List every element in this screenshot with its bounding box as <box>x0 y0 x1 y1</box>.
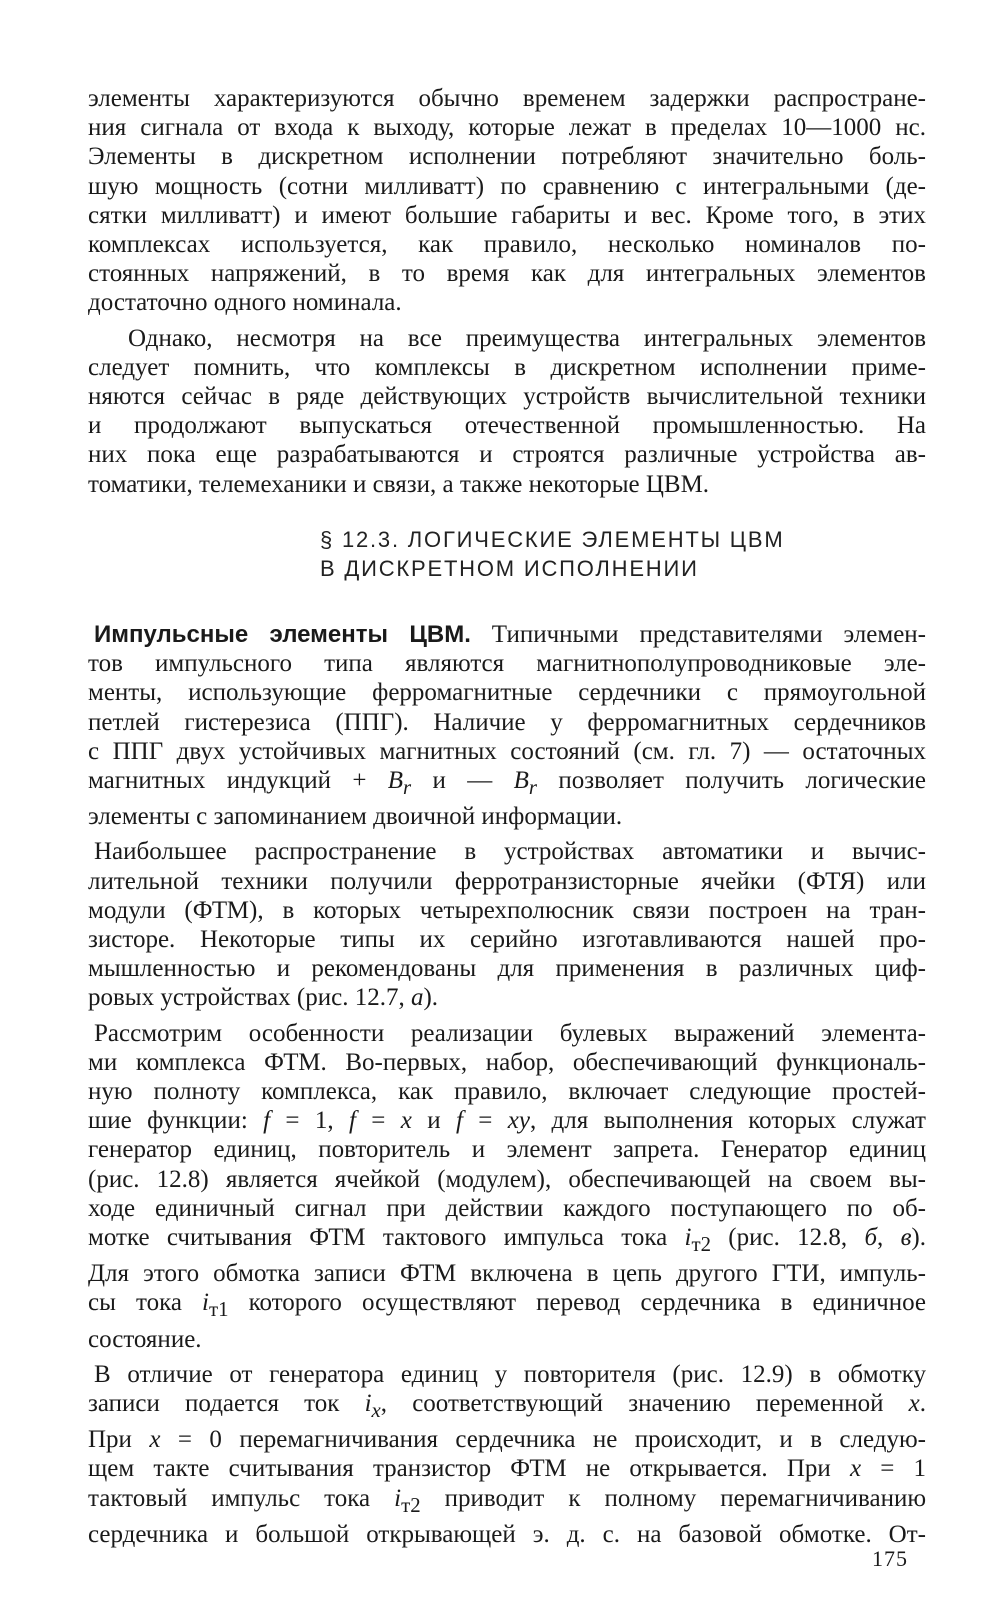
text-line: менты, использующие ферромагнитные сердечники с прямоугольной <box>88 679 926 707</box>
paragraph-repeater <box>88 1360 926 1549</box>
text-line: ния сигнала от входа к выходу, которые лежат в пределах 10—1000 нс. <box>88 114 926 142</box>
paragraph-however <box>88 324 926 499</box>
text-line: элементы с запоминанием двоичной информации. <box>88 803 623 831</box>
text-line: стоянных напряжений, в то время как для интегральных элементов <box>88 260 926 288</box>
section-heading-line: § 12.3. ЛОГИЧЕСКИЕ ЭЛЕМЕНТЫ ЦВМ <box>320 527 785 552</box>
section-heading-line: В ДИСКРЕТНОМ ИСПОЛНЕНИИ <box>320 556 699 581</box>
text-line: тактовый импульс тока $i_{т2}$ приводит к полному перемагничиванию <box>88 1484 926 1517</box>
text-line: лительной техники получили ферротранзисторные ячейки (ФТЯ) или <box>88 867 926 895</box>
text-line: модули (ФТМ), в которых четырехполюсник связи построен на тран- <box>88 896 926 924</box>
paragraph-ftm <box>88 837 926 1012</box>
text-line: генератор единиц, повторитель и элемент запрета. Генератор единиц <box>88 1136 926 1164</box>
text-line: Импульсные элементы ЦВМ. Типичными представителями элемен- <box>94 621 926 648</box>
text-line: сы тока $i_{т1}$ которого осуществляют перевод сердечника в единичное <box>88 1289 926 1322</box>
paragraph-boolean <box>88 1019 926 1354</box>
paragraph-impulse-elements <box>88 620 926 831</box>
text-line: Элементы в дискретном исполнении потребляют значительно боль- <box>88 143 926 171</box>
top-text <box>88 84 926 505</box>
text-line: магнитных индукций + $B_r$ и — $B_r$ позволяет получить логические <box>88 767 926 800</box>
text-line: петлей гистерезиса (ППГ). Наличие у ферромагнитных сердечников <box>88 708 926 736</box>
text-line: ми комплекса ФТМ. Во-первых, набор, обеспечивающий функциональ- <box>88 1048 926 1076</box>
text-line: В отличие от генератора единиц у повторителя (рис. 12.9) в обмотку <box>94 1360 926 1388</box>
text-line: состояние. <box>88 1325 202 1353</box>
text-line: зисторе. Некоторые типы их серийно изготавливаются нашей про- <box>88 926 926 954</box>
text-line: ровых устройствах (рис. 12.7, а). <box>88 984 439 1012</box>
text-line: шие функции: f = 1, f = x и f = xy, для выполнения которых служат <box>88 1107 926 1135</box>
text-line: элементы характеризуются обычно временем задержки распростране- <box>88 85 926 112</box>
text-line: ную полноту комплекса, как правило, включает следующие простей- <box>88 1078 926 1106</box>
text-line: мотке считывания ФТМ тактового импульса тока $i_{т2}$ (рис. 12.8, б, в). <box>88 1224 926 1257</box>
text-line: (рис. 12.8) является ячейкой (модулем), обеспечивающей на своем вы- <box>88 1165 926 1193</box>
text-line: При x = 0 перемагничивания сердечника не происходит, и в следую- <box>88 1426 926 1454</box>
text-line: няются сейчас в ряде действующих устройств вычислительной техники <box>88 383 926 411</box>
text-line: Рассмотрим особенности реализации булевых выражений элемента- <box>94 1019 926 1047</box>
text-line: достаточно одного номинала. <box>88 289 402 317</box>
text-line: тов импульсного типа являются магнитнополупроводниковые эле- <box>88 650 926 678</box>
run-in-heading: Импульсные элементы ЦВМ. <box>94 621 471 648</box>
text-line: и продолжают выпускаться отечественной промышленностью. На <box>88 412 926 440</box>
section-heading <box>320 525 785 583</box>
text-line: томатики, телемеханики и связи, а также некоторые ЦВМ. <box>88 470 710 498</box>
bottom-text <box>88 620 926 1555</box>
paragraph-delay <box>88 84 926 318</box>
page-number: 175 <box>872 1546 908 1571</box>
text-line: сятки милливатт) и имеют большие габариты и вес. Кроме того, в этих <box>88 201 926 229</box>
text-line: Наибольшее распространение в устройствах автоматики и вычис- <box>94 838 926 866</box>
text-line: них пока еще разрабатываются и строятся различные устройства ав- <box>88 441 926 469</box>
text-line: Для этого обмотка записи ФТМ включена в цепь другого ГТИ, импуль- <box>88 1260 926 1288</box>
text-line: комплексах используется, как правило, несколько номиналов по- <box>88 231 926 259</box>
text-line: мышленностью и рекомендованы для применения в различных циф- <box>88 955 926 983</box>
text-line: щем такте считывания транзистор ФТМ не открывается. При x = 1 <box>88 1455 926 1483</box>
text-line: ходе единичный сигнал при действии каждого поступающего по об- <box>88 1194 926 1222</box>
text-line: следует помнить, что комплексы в дискретном исполнении приме- <box>88 353 926 381</box>
text-line: Однако, несмотря на все преимущества интегральных элементов <box>128 324 926 352</box>
text-line: с ППГ двух устойчивых магнитных состояний (см. гл. 7) — остаточных <box>88 737 926 765</box>
text-line: шую мощность (сотни милливатт) по сравнению с интегральными (де- <box>88 172 926 200</box>
text-line: записи подается ток $i_x$, соответствующий значению переменной x. <box>88 1390 926 1423</box>
text-line: сердечника и большой открывающей э. д. с. на базовой обмотке. От- <box>88 1520 926 1548</box>
